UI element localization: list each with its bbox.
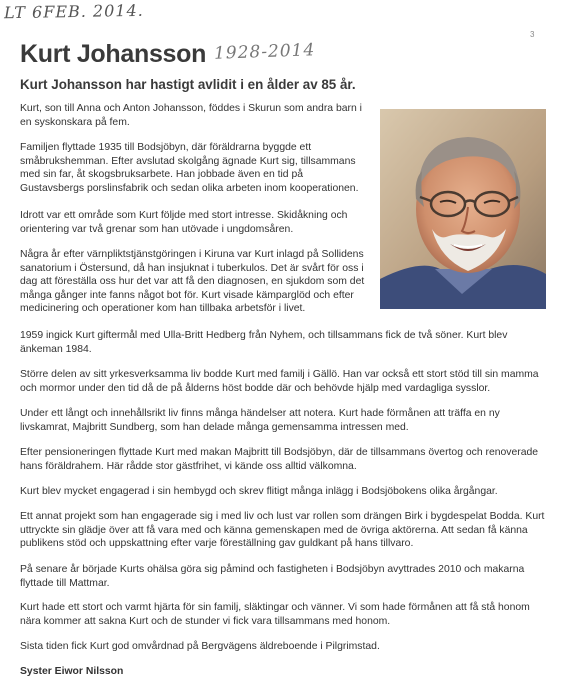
paragraph-7: Under ett långt och innehållsrikt liv finns många händelser att notera. Kurt hade förmånen att träffa en ny livskamrat, Majbritt Sundberg, som han delade många gemensamma intressen med. bbox=[20, 408, 500, 433]
paragraph-5: 1959 ingick Kurt giftermål med Ulla-Britt Hedberg från Nyhem, och tillsammans fick de två söner. Kurt blev änkeman 1984. bbox=[20, 330, 508, 355]
author-signature: Syster Eiwor Nilsson bbox=[20, 666, 124, 677]
paragraph-6: Större delen av sitt yrkesverksamma liv bodde Kurt med familj i Gällö. Han var också ett stort stöd till sin mamma och mormor under den tid då de på ålderns höst bodde där och behövde hjälp med vardagliga sysslor. bbox=[20, 369, 539, 394]
handwritten-date-note: LT 6FEB. 2014. bbox=[3, 0, 144, 23]
paragraph-11: På senare år började Kurts ohälsa göra sig påmind och fastigheten i Bodsjöbyn avyttrades 2010 och makarna flyttade till Mattmar. bbox=[20, 564, 525, 589]
paragraph-12: Kurt hade ett stort och varmt hjärta för sin familj, släktingar och vänner. Vi som hade förmånen att få stå honom nära kommer att sakna Kurt och de stunder vi fick vara tillsammans med honom. bbox=[20, 602, 530, 627]
paragraph-10: Ett annat projekt som han engagerade sig i med liv och lust var rollen som drängen Birk i bygdespelat Bodda. Kurt uttryckte sin glädje över att få vara med och känna gemenskapen med de övriga aktörerna. Att sedan få känna publikens stöd och uppskattning efter varje föreställning gav guldkant på hans tillvaro. bbox=[20, 511, 545, 550]
paragraph-9: Kurt blev mycket engagerad i sin hembygd och skrev flitigt många inlägg i Bodsjöbokens olika årgångar. bbox=[20, 486, 498, 497]
portrait-image bbox=[380, 109, 546, 309]
paragraph-2: Familjen flyttade 1935 till Bodsjöbyn, där föräldrarna byggde ett småbrukshemman. Efter avslutad skolgång ägnade Kurt sig, tillsammans med sin far, åt skogsbruksarbete. Han jobbade även en tid på Gustavsbergs porslinsfabrik och sedan olika arbeten inom kooperationen. bbox=[20, 142, 359, 194]
portrait-photo bbox=[380, 109, 546, 309]
paragraph-3: Idrott var ett område som Kurt följde med stort intresse. Skidåkning och orientering var två grenar som han utövade i ungdomsåren. bbox=[20, 210, 348, 235]
page-title: Kurt Johansson bbox=[20, 40, 207, 68]
page-number: 3 bbox=[530, 30, 535, 39]
handwritten-years-note: 1928-2014 bbox=[213, 40, 316, 64]
article-subtitle: Kurt Johansson har hastigt avlidit i en ålder av 85 år. bbox=[20, 77, 356, 92]
paragraph-13: Sista tiden fick Kurt god omvårdnad på Bergvägens äldreboende i Pilgrimstad. bbox=[20, 641, 380, 652]
paragraph-4: Några år efter värnpliktstjänstgöringen i Kiruna var Kurt inlagd på Sollidens sanatorium i Östersund, då han insjuknat i tuberkulos. Det är svårt för oss i dag att föreställa oss hur det var att få den diagnosen, en sjukdom som det många gånger inte fanns något bot för. Kurt visade kämparglöd och efter medicinering och operationer kom han tillbaka arbetsför i livet. bbox=[20, 249, 365, 315]
paragraph-1: Kurt, son till Anna och Anton Johansson, föddes i Skurun som andra barn i en syskonskara på fem. bbox=[20, 103, 362, 128]
paragraph-8: Efter pensioneringen flyttade Kurt med makan Majbritt till Bodsjöbyn, där de tillsammans övertog och renoverade hans föräldrahem. Här rådde stor gästfrihet, vi kände oss alltid välkomna. bbox=[20, 447, 539, 472]
